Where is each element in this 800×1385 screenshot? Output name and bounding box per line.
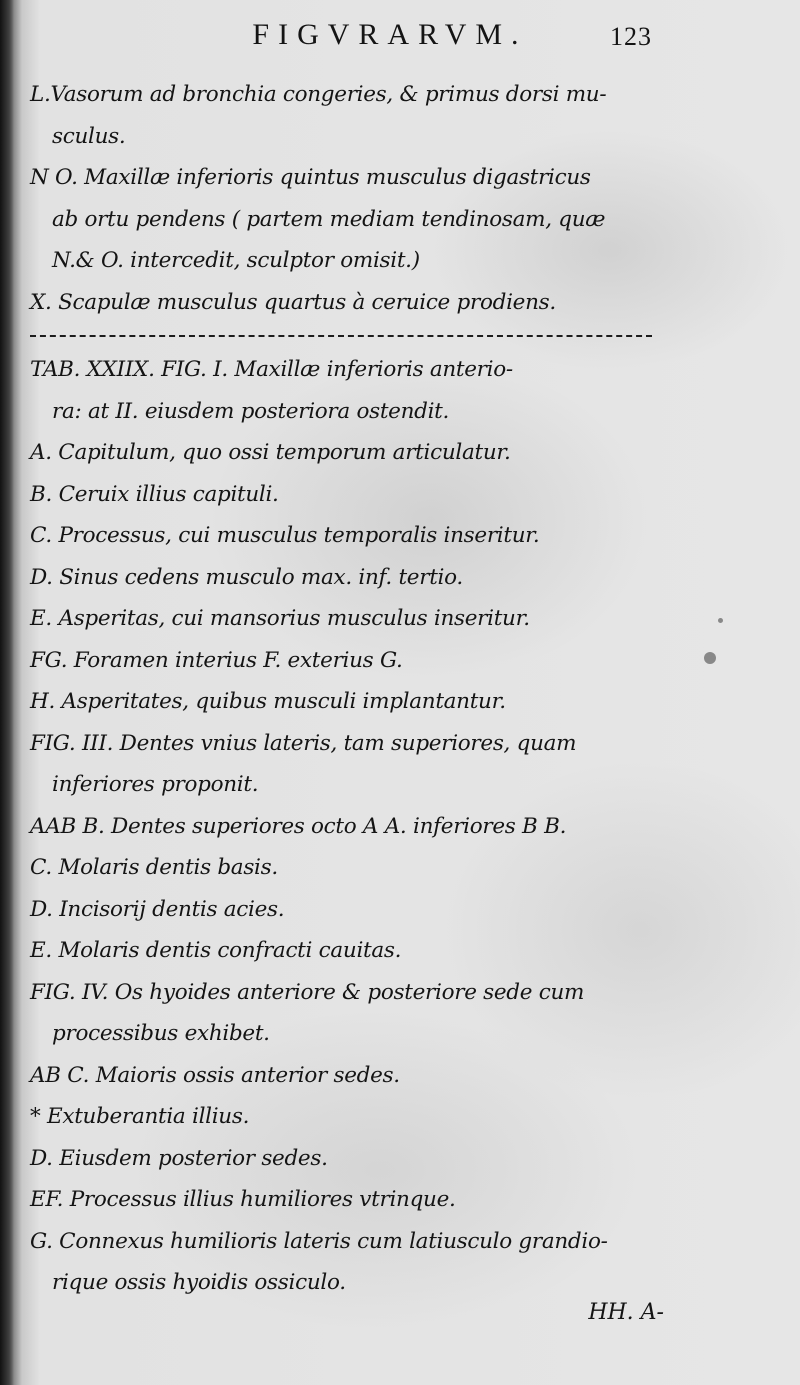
legend-entry [30,598,670,640]
legend-entry-line: L.Vasorum ad bronchia congeries, & primus dorsi mu- [30,82,607,107]
legend-entry-line: TAB. XXIIX. FIG. I. Maxillæ inferioris anterio- [30,357,513,382]
legend-entry-line: N O. Maxillæ inferioris quintus musculus digastricus [30,165,591,190]
legend-entry [30,557,670,599]
legend-entry-line: D. Sinus cedens musculo max. inf. tertio. [30,564,463,590]
legend-entry-continuation: sculus. [52,123,126,149]
legend-entry [30,157,670,282]
legend-entry-continuation: inferiores proponit. [52,772,259,797]
legend-entry [30,930,670,972]
legend-entry [30,74,670,157]
legend-entry [30,282,670,324]
legend-entry [30,432,670,474]
legend-entry [30,1055,670,1097]
legend-entry-line: AAB B. Dentes superiores octo A A. inferiores B B. [30,813,567,839]
legend-entry [30,889,670,931]
legend-entry-line: EF. Processus illius humiliores vtrinque. [30,1187,456,1212]
legend-entry-line: FIG. IV. Os hyoides anteriore & posteriore sede cum [30,979,585,1005]
legend-entry-line: * Extuberantia illius. [30,1104,250,1129]
legend-entry [30,1138,670,1180]
book-spine-shadow [0,0,14,1385]
ink-spot [718,618,723,623]
legend-entry-line: H. Asperitates, quibus musculi implantantur. [30,689,506,714]
legend-entry [30,640,670,682]
legend-entry [30,1179,670,1221]
legend-entry-line: C. Processus, cui musculus temporalis inseritur. [30,523,540,548]
legend-entry-line: B. Ceruix illius capituli. [30,481,279,507]
legend-entry-line: G. Connexus humilioris lateris cum latiusculo grandio- [30,1228,608,1254]
legend-entry-line: D. Eiusdem posterior sedes. [30,1145,328,1171]
legend-entry [30,806,670,848]
legend-entry-continuation: ab ortu pendens ( partem mediam tendinosam, quæ [52,206,606,232]
page-text [30,74,670,1304]
legend-entry [30,681,670,723]
legend-entry-line: FG. Foramen interius F. exterius G. [30,647,403,673]
legend-entry-line: C. Molaris dentis basis. [30,855,278,880]
legend-entry [30,1096,670,1138]
page-number: 123 [610,22,652,51]
legend-entry-line: D. Incisorij dentis acies. [30,896,285,922]
legend-entry [30,972,670,1055]
legend-entry [30,515,670,557]
catchword: HH. A- [588,1300,664,1325]
legend-entry-line: A. Capitulum, quo ossi temporum articulatur. [30,440,511,465]
running-title: FIGVRARVM. [252,18,528,51]
legend-entry-line: AB C. Maioris ossis anterior sedes. [30,1062,400,1088]
ink-spot [704,652,716,664]
legend-entry-line: X. Scapulæ musculus quartus à ceruice prodiens. [30,289,556,315]
section-divider-rule [30,335,652,339]
legend-entry [30,723,670,806]
legend-entry-continuation: N.& O. intercedit, sculptor omisit.) [52,248,420,273]
legend-entry-line: FIG. III. Dentes vnius lateris, tam superiores, quam [30,730,577,756]
legend-entry [30,349,670,432]
legend-entry-line: E. Asperitas, cui mansorius musculus inseritur. [30,606,530,631]
figure-legend-continued [30,74,670,323]
legend-entry-line: E. Molaris dentis confracti cauitas. [30,938,402,963]
legend-entry [30,474,670,516]
figure-legend-table-28 [30,349,670,1304]
legend-entry [30,1221,670,1304]
legend-entry-continuation: processibus exhibet. [52,1021,270,1046]
legend-entry-continuation: ra: at II. eiusdem posteriora ostendit. [52,398,450,424]
legend-entry-continuation: rique ossis hyoidis ossiculo. [52,1270,346,1295]
legend-entry [30,847,670,889]
